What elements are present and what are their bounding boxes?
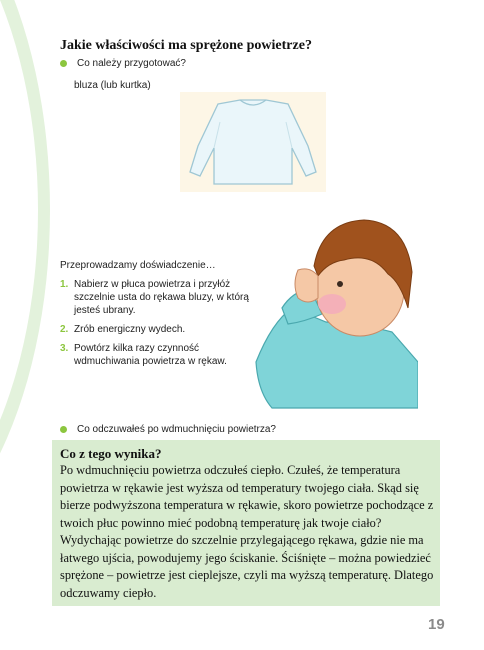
step-number: 3. <box>60 343 69 354</box>
sweatshirt-illustration <box>180 92 326 192</box>
result-panel <box>52 440 440 606</box>
bullet-dot-icon <box>60 426 67 433</box>
step-text: Powtórz kilka razy czynność wdmuchiwania powietrza w rękaw. <box>74 343 227 367</box>
section-heading: Jakie właściwości ma sprężone powietrze? <box>60 38 312 53</box>
step-number: 1. <box>60 279 69 290</box>
bullet-dot-icon <box>60 60 67 67</box>
steps-list <box>60 278 250 374</box>
step-item <box>60 323 250 336</box>
step-item <box>60 278 250 317</box>
child-illustration <box>252 212 418 412</box>
result-title: Co z tego wynika? <box>60 446 162 461</box>
result-body: Po wdmuchnięciu powietrza odczułeś ciepło. Czułeś, że temperatura powietrza w rękawie jest wyższa od temperatury twojego ciała. Skąd się bierze podwyższona temperatura w rękawie, skoro powietrze pochodzące z twoich płuc powinno mieć podobną temperaturę jak twoje ciało? Wydychając powietrze do szczelnie przylegającego rękawa, gdzie nie ma łatwego ujścia, powodujemy jego ściskanie. Ściśnięte – można powiedzieć sprężone – powietrze jest cieplejsze, czyli ma wyższą temperaturę. Dlatego odczuwamy ciepło. <box>60 463 434 600</box>
page-number: 19 <box>428 616 445 633</box>
feel-question: Co odczuwałeś po wdmuchnięciu powietrza? <box>77 424 276 435</box>
jacket-label: bluza (lub kurtka) <box>74 80 151 91</box>
step-item <box>60 342 250 368</box>
prepare-question: Co należy przygotować? <box>77 58 186 69</box>
feel-bullet <box>60 424 276 435</box>
prepare-bullet <box>60 58 186 69</box>
step-number: 2. <box>60 324 69 335</box>
step-text: Zrób energiczny wydech. <box>74 324 186 335</box>
step-text: Nabierz w płuca powietrza i przyłóż szczelnie usta do rękawa bluzy, w którą jesteś ubrany. <box>74 279 249 316</box>
experiment-intro: Przeprowadzamy doświadczenie… <box>60 260 216 271</box>
